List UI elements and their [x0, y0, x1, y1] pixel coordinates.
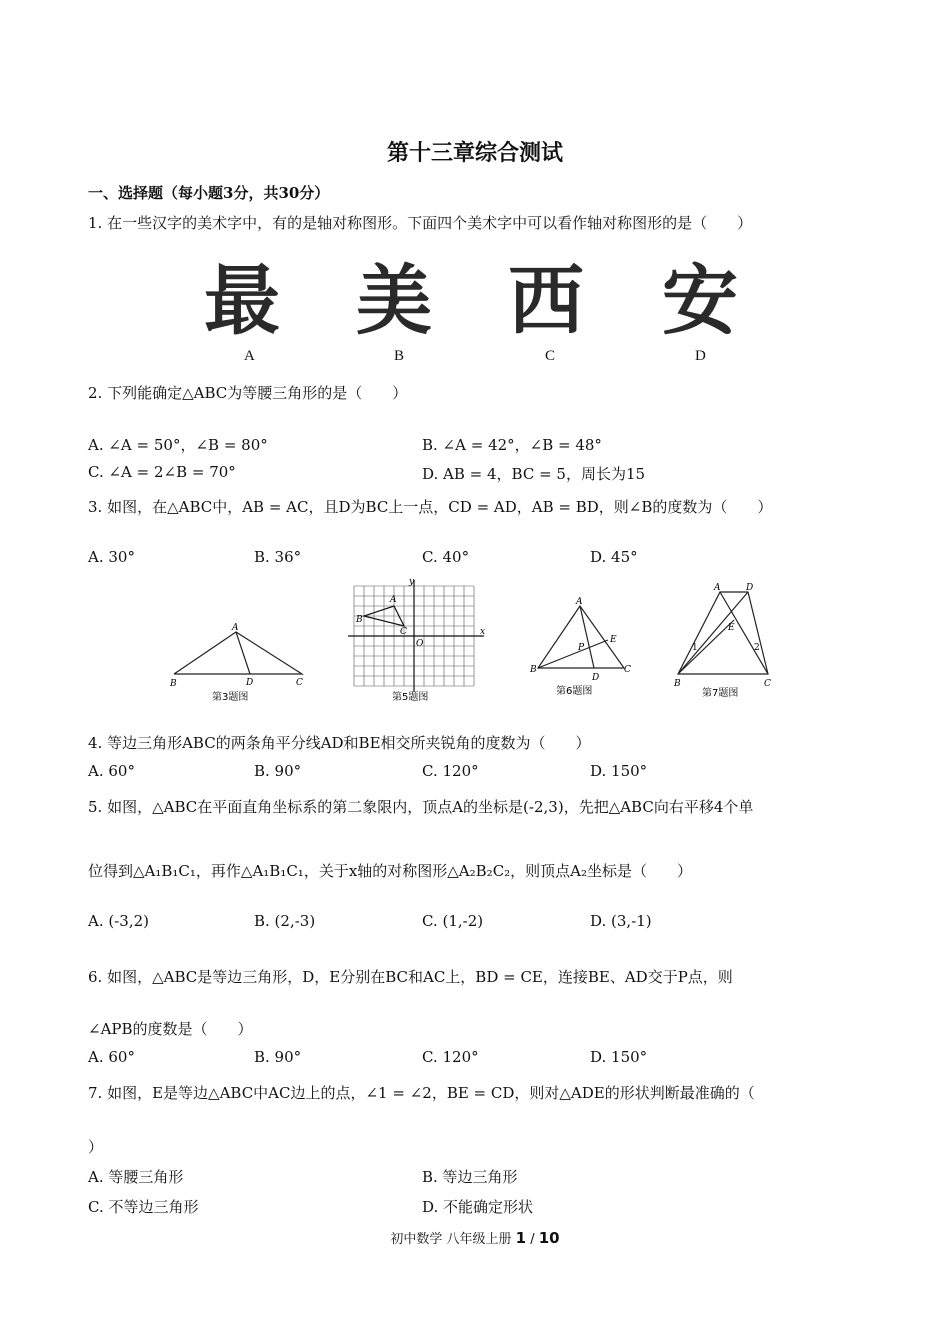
- art-char-c: 西: [508, 256, 584, 345]
- q2-option-a: A. ∠A = 50°，∠B = 80°: [88, 436, 268, 454]
- q3-option-b: B. 36°: [254, 548, 302, 566]
- q5-option-b: B. (2,-3): [254, 912, 316, 930]
- q6-option-d: D. 150°: [590, 1048, 648, 1066]
- question-6-line-1: 6. 如图，△ABC是等边三角形，D，E分别在BC和AC上，BD = CE，连接BE、AD交于P点，则: [88, 968, 733, 986]
- q6-option-c: C. 120°: [422, 1048, 479, 1066]
- fig7-segment-bd: [678, 592, 748, 674]
- fig6-label-p: P: [578, 643, 585, 653]
- footer-text: 初中数学 八年级上册: [390, 1232, 512, 1247]
- fig6-caption: 第6题图: [556, 686, 593, 697]
- q7-option-a: A. 等腰三角形: [88, 1168, 184, 1186]
- q5-option-a: A. (-3,2): [88, 912, 149, 930]
- figure-3: [164, 618, 314, 704]
- figure-5: [344, 576, 490, 704]
- fig6-segment-be: [538, 640, 608, 668]
- figure-7: [670, 578, 780, 702]
- q4-option-a: A. 60°: [88, 762, 135, 780]
- fig3-label-a: A: [232, 623, 239, 633]
- page-number: 1: [515, 1229, 527, 1247]
- section-heading: 一、选择题（每小题3分，共30分）: [88, 184, 330, 202]
- q2-option-b: B. ∠A = 42°，∠B = 48°: [422, 436, 602, 454]
- fig5-label-x: x: [480, 627, 486, 637]
- fig6-label-a: A: [576, 597, 583, 607]
- q4-option-b: B. 90°: [254, 762, 302, 780]
- q3-option-d: D. 45°: [590, 548, 638, 566]
- fig7-segment-be: [678, 620, 734, 674]
- question-1-text: 1. 在一些汉字的美术字中，有的是轴对称图形。下面四个美术字中可以看作轴对称图形的是（ ）: [88, 214, 753, 232]
- fig7-label-a: A: [714, 583, 721, 593]
- question-3-text: 3. 如图，在△ABC中，AB = AC，且D为BC上一点，CD = AD，AB = BD，则∠B的度数为（ ）: [88, 498, 773, 516]
- art-char-b: 美: [356, 256, 432, 345]
- fig7-label-e: E: [728, 623, 735, 633]
- q2-option-c: C. ∠A = 2∠B = 70°: [88, 463, 236, 481]
- q7-option-c: C. 不等边三角形: [88, 1198, 199, 1216]
- question-4-text: 4. 等边三角形ABC的两条角平分线AD和BE相交所夹锐角的度数为（ ）: [88, 734, 591, 752]
- char-label-a: A: [244, 348, 255, 364]
- fig7-label-b: B: [674, 679, 681, 689]
- q6-option-a: A. 60°: [88, 1048, 135, 1066]
- art-char-a: 最: [204, 256, 280, 345]
- fig6-label-c: C: [624, 665, 631, 675]
- fig3-caption: 第3题图: [212, 692, 249, 703]
- art-char-d: 安: [662, 256, 738, 345]
- fig5-label-o: O: [416, 639, 424, 649]
- figure-6: [524, 594, 636, 704]
- q5-option-c: C. (1,-2): [422, 912, 484, 930]
- fig5-label-y: y: [409, 577, 415, 587]
- fig7-label-c: C: [764, 679, 771, 689]
- q5-option-d: D. (3,-1): [590, 912, 652, 930]
- fig7-label-2: 2: [754, 643, 760, 653]
- q2-option-d: D. AB = 4，BC = 5，周长为15: [422, 465, 646, 483]
- fig5-caption: 第5题图: [392, 692, 429, 703]
- question-6-line-2: ∠APB的度数是（ ）: [88, 1020, 253, 1038]
- fig7-label-1: 1: [692, 643, 698, 653]
- fig7-caption: 第7题图: [702, 688, 739, 699]
- page-total: 10: [538, 1229, 560, 1247]
- page-footer: [0, 1228, 950, 1247]
- q7-option-b: B. 等边三角形: [422, 1168, 518, 1186]
- q3-option-a: A. 30°: [88, 548, 135, 566]
- question-7-line-1: 7. 如图，E是等边△ABC中AC边上的点，∠1 = ∠2，BE = CD，则对△ADE的形状判断最准确的（: [88, 1084, 755, 1102]
- fig7-label-d: D: [746, 583, 754, 593]
- fig3-label-d: D: [246, 678, 254, 688]
- question-7-line-2: ）: [88, 1138, 104, 1156]
- question-5-line-1: 5. 如图，△ABC在平面直角坐标系的第二象限内，顶点A的坐标是(-2,3)，先把△ABC向右平移4个单: [88, 798, 754, 816]
- question-2-text: 2. 下列能确定△ABC为等腰三角形的是（ ）: [88, 384, 408, 402]
- fig6-label-d: D: [592, 673, 600, 683]
- q4-option-d: D. 150°: [590, 762, 648, 780]
- question-5-line-2: 位得到△A₁B₁C₁，再作△A₁B₁C₁，关于x轴的对称图形△A₂B₂C₂，则顶点A₂坐标是（ ）: [88, 862, 693, 880]
- q6-option-b: B. 90°: [254, 1048, 302, 1066]
- fig5-label-c: C: [400, 627, 407, 637]
- fig5-label-a: A: [390, 595, 397, 605]
- q4-option-c: C. 120°: [422, 762, 479, 780]
- char-label-d: D: [695, 348, 706, 364]
- fig3-label-b: B: [170, 679, 177, 689]
- char-label-c: C: [545, 348, 556, 364]
- q3-option-c: C. 40°: [422, 548, 470, 566]
- fig3-label-c: C: [296, 678, 303, 688]
- page-title: 第十三章综合测试: [386, 141, 563, 166]
- char-label-b: B: [394, 348, 405, 364]
- fig3-segment-ad: [236, 632, 250, 674]
- page-separator: /: [526, 1232, 539, 1247]
- fig6-label-e: E: [610, 635, 617, 645]
- fig6-label-b: B: [530, 665, 537, 675]
- fig7-segment-ac: [720, 592, 768, 674]
- q7-option-d: D. 不能确定形状: [422, 1198, 534, 1216]
- fig5-label-b: B: [356, 615, 363, 625]
